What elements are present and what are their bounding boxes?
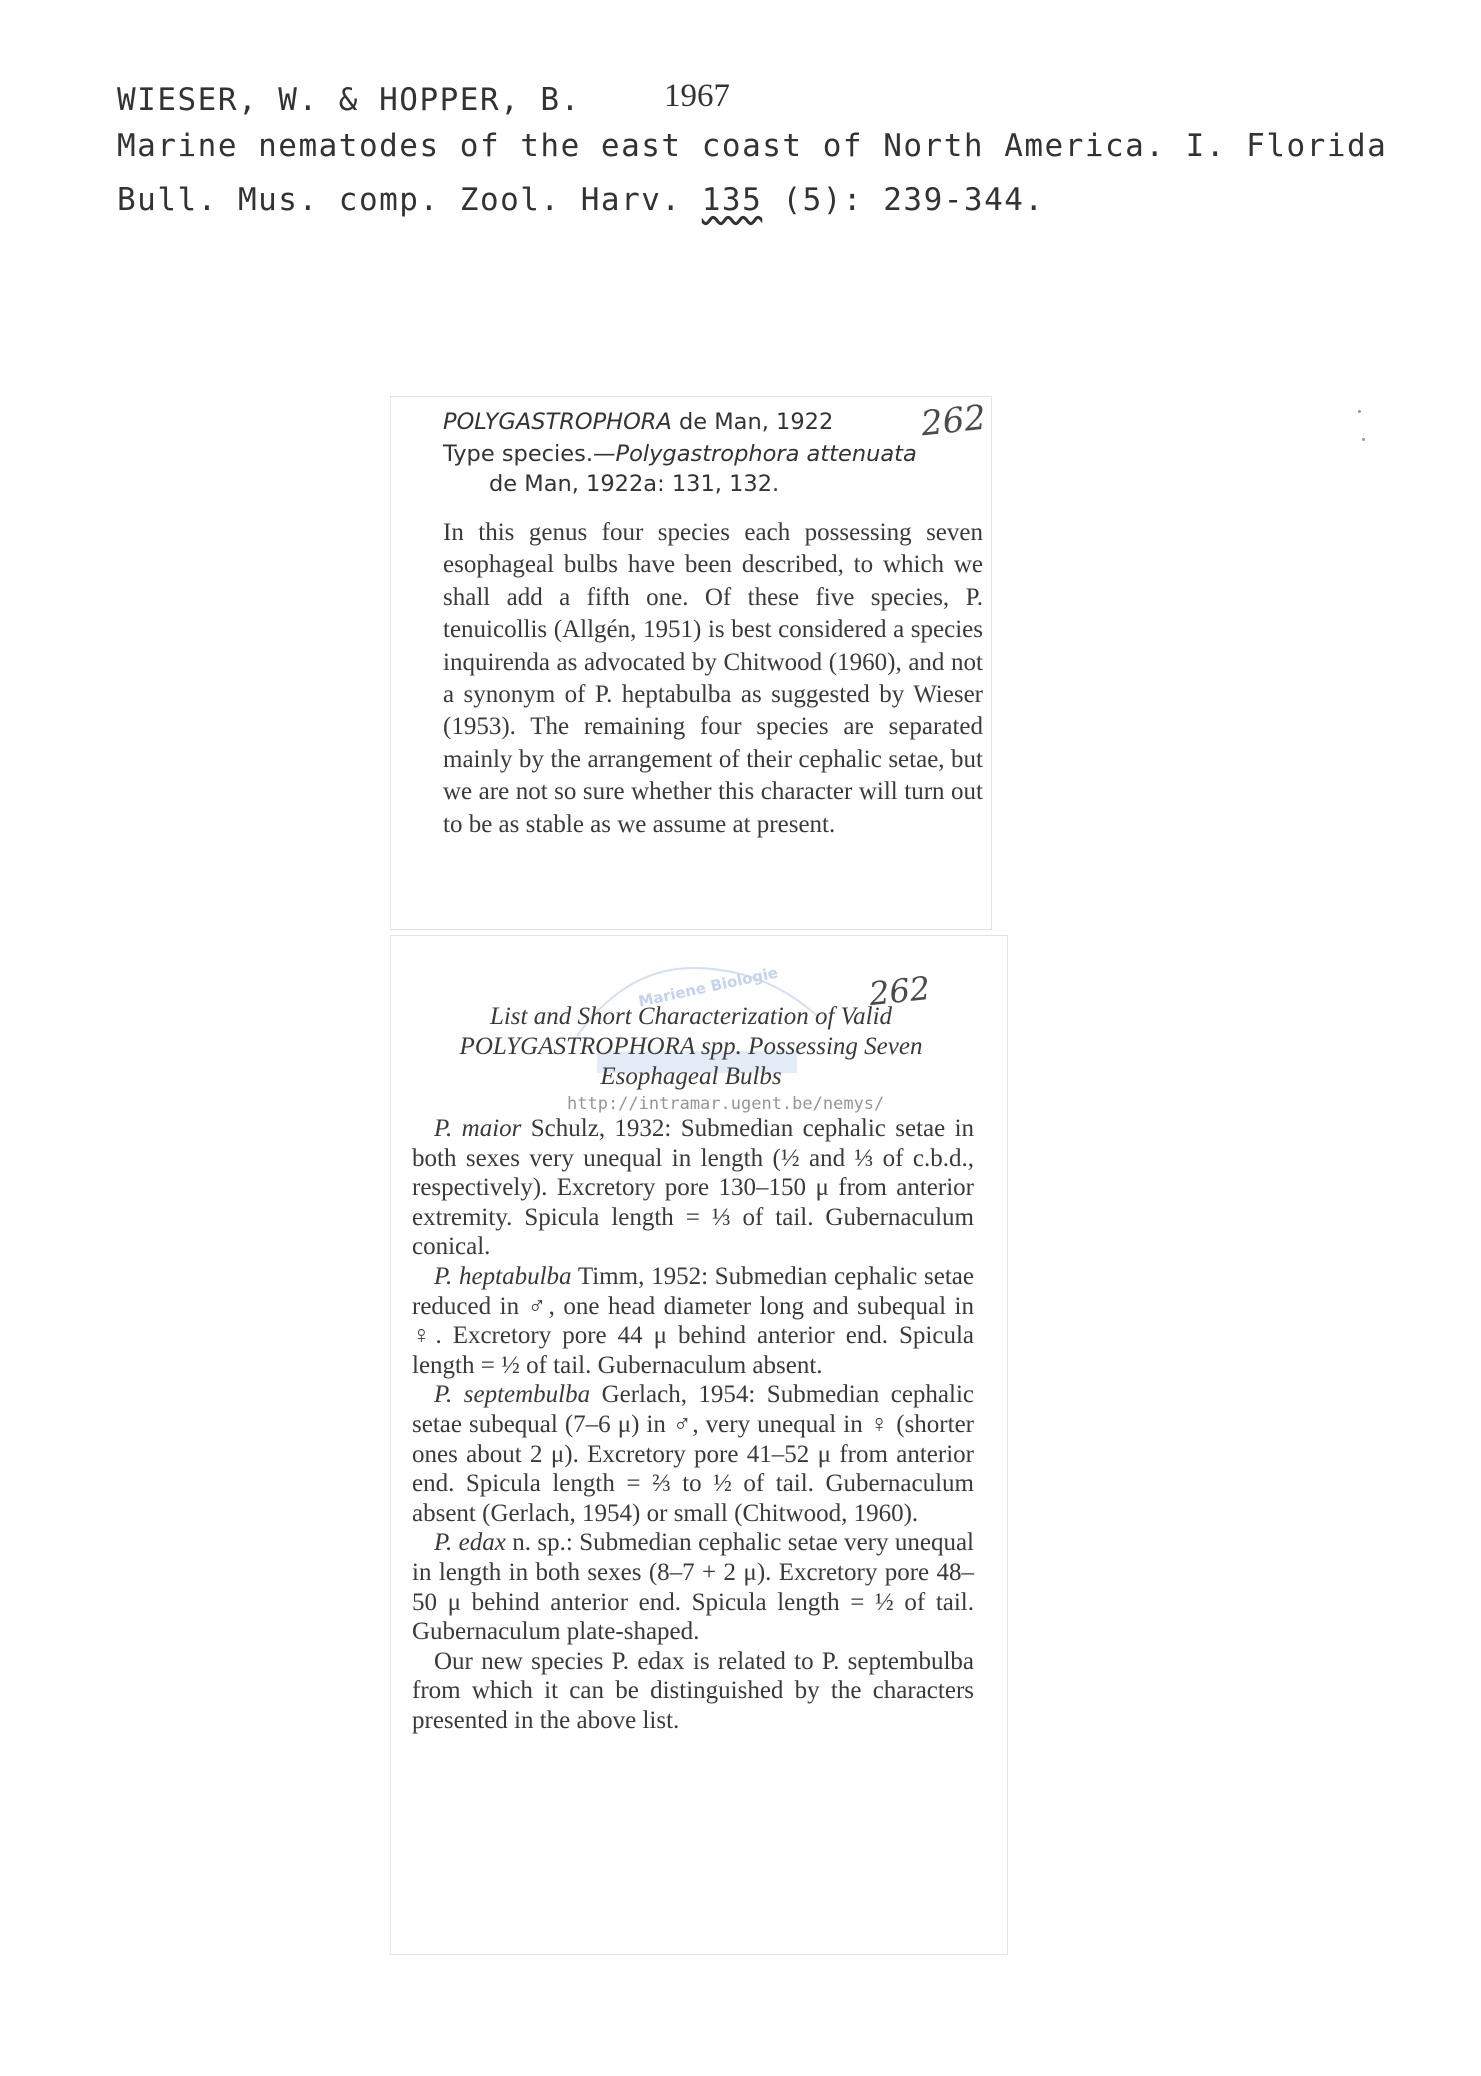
watermark-text: Mariene Biologie [636, 963, 780, 1011]
species-text: Timm, 1952: Submedian cephalic setae reduced in ♂, one head diameter long and subequal in ♀. Excretory pore 44 μ behind anterior end. Spicula length = ½ of tail. Gubernaculum absent. [412, 1262, 974, 1379]
list-title-line3: Esophageal Bulbs [600, 1063, 782, 1090]
type-species-name: Polygastrophora attenuata [615, 441, 917, 467]
list-title-line2: POLYGASTROPHORA spp. Possessing Seven [459, 1033, 923, 1060]
species-list [412, 1114, 974, 1735]
species-entry [412, 1262, 974, 1380]
handwritten-number: 262 [919, 397, 988, 445]
scan-speck [1362, 438, 1365, 441]
species-text: Gerlach, 1954: Submedian cephalic setae subequal (7–6 μ) in ♂, very unequal in ♀ (shorter ones about 2 μ). Excretory pore 41–52 μ from anterior end. Spicula length = ⅔ to ½ of tail. Gubernaculum absent (Gerlach, 1954) or small (Chitwood, 1960). [412, 1381, 975, 1527]
type-species-prefix: Type species.— [443, 441, 616, 467]
citation-title: Marine nematodes of the east coast of North America. I. Florida [117, 128, 1388, 164]
type-species-line [443, 441, 917, 467]
type-species-reference: de Man, 1922a: 131, 132. [489, 471, 780, 497]
citation-volume: 135 [701, 182, 763, 218]
watermark-url: http://intramar.ugent.be/nemys/ [567, 1094, 885, 1114]
genus-name: POLYGASTROPHORA [443, 409, 672, 435]
species-name: P. heptabulba [434, 1262, 572, 1290]
list-title-line1: List and Short Characterization of Valid [489, 1003, 893, 1030]
handwritten-number: 262 [867, 968, 932, 1014]
closing-paragraph: Our new species P. edax is related to P. septembulba from which it can be distinguished by the characters presented in the above list. [412, 1647, 974, 1734]
genus-author: de Man, 1922 [678, 409, 834, 435]
species-entry [412, 1114, 974, 1262]
species-entry [412, 1380, 974, 1528]
citation-authors: WIESER, W. & HOPPER, B. [117, 82, 581, 118]
citation-journal-line [117, 182, 1045, 218]
species-name: P. edax [434, 1529, 506, 1557]
genus-heading [443, 409, 833, 435]
species-entry [412, 1528, 974, 1646]
scan-speck [1358, 410, 1361, 413]
citation-journal: Bull. Mus. comp. Zool. Harv. [117, 182, 682, 218]
species-name: P. maior [434, 1115, 522, 1142]
species-text: Schulz, 1932: Submedian cephalic setae in both sexes very unequal in length (½ and ⅓ of c.b.d., respectively). Excretory pore 130–150 μ from anterior extremity. Spicula length = ⅓ of tail. Gubernaculum conical. [412, 1115, 975, 1261]
clipping-genus-description [390, 396, 992, 930]
species-text: n. sp.: Submedian cephalic setae very unequal in length in both sexes (8–7 + 2 μ). Excretory pore 48–50 μ behind anterior end. Spicula length = ½ of tail. Gubernaculum plate-shaped. [412, 1529, 975, 1646]
species-name: P. septembulba [434, 1381, 591, 1409]
clipping-species-list [390, 935, 1008, 1955]
citation-pages: (5): 239-344. [782, 182, 1045, 218]
genus-paragraph: In this genus four species each possessing seven esophageal bulbs have been described, to which we shall add a fifth one. Of these five species, P. tenuicollis (Allgén, 1951) is best considered a species inquirenda as advocated by Chitwood (1960), and not a synonym of P. heptabulba as suggested by Wieser (1953). The remaining four species are separated mainly by the arrangement of their cephalic setae, but we are not so sure whether this character will turn out to be as stable as we assume at present. [443, 519, 983, 838]
list-title [411, 1002, 971, 1092]
citation-year: 1967 [664, 78, 730, 114]
